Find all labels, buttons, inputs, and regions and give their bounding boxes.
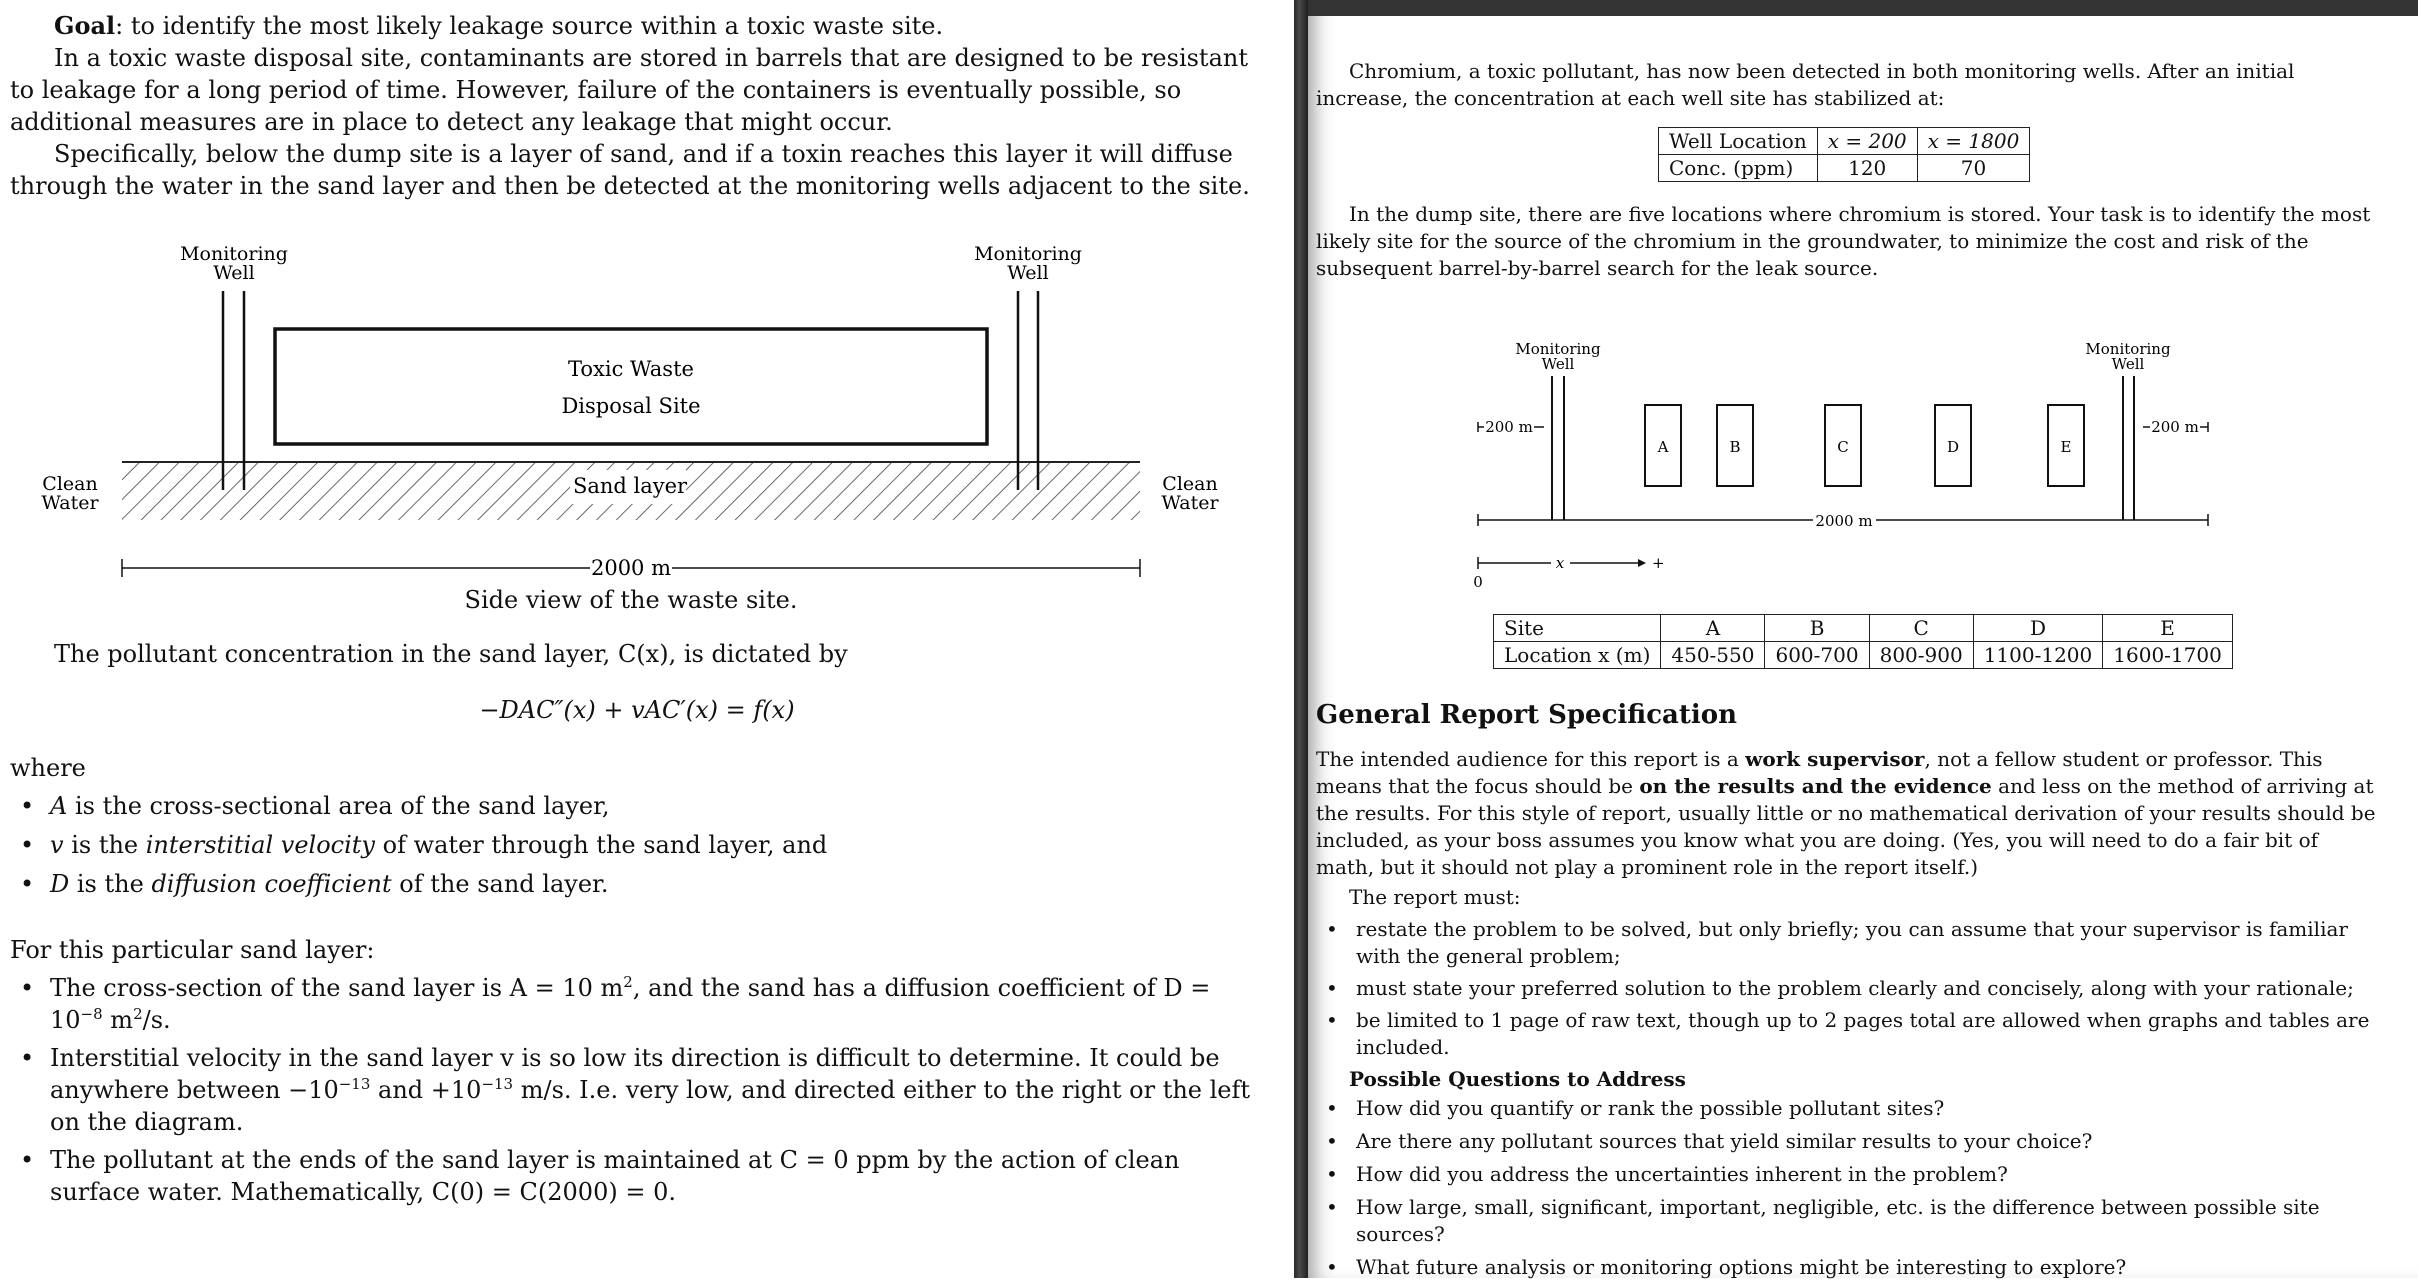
table-cell: 1600-1700 bbox=[2103, 642, 2233, 669]
variable-list bbox=[10, 790, 1252, 900]
table-row bbox=[1659, 128, 2030, 155]
report-must-text: The report must: bbox=[1349, 885, 1521, 909]
for-this-text: For this particular sand layer: bbox=[10, 936, 375, 964]
task-block bbox=[1316, 201, 2378, 282]
table-row bbox=[1659, 155, 2030, 182]
site-boxes bbox=[1645, 405, 2084, 486]
concentration-text: The pollutant concentration in the sand layer, C(x), is dictated by bbox=[54, 640, 848, 668]
left-well bbox=[1552, 376, 1564, 520]
table-cell: Location x (m) bbox=[1494, 642, 1661, 669]
table-cell: B bbox=[1765, 615, 1869, 642]
intro-paragraph: In a toxic waste disposal site, contaminants are stored in barrels that are designed to be resistant to leakage for a long period of time. However, failure of the containers is eventually possible, so additional measures are in place to detect any leakage that might occur. bbox=[10, 44, 1248, 136]
right-well-label-2: Well bbox=[2111, 355, 2145, 373]
list-item: • How large, small, significant, important, negligible, etc. is the difference between possible site sources? bbox=[1316, 1194, 2378, 1248]
page-divider[interactable] bbox=[1294, 0, 1308, 1278]
table-row bbox=[1494, 642, 2233, 669]
sand-layer-label: Sand layer bbox=[572, 474, 688, 498]
must-list bbox=[1316, 916, 2378, 1061]
goal-line bbox=[10, 10, 1252, 42]
left-well-label-2: Well bbox=[213, 262, 255, 284]
list-item: • be limited to 1 page of raw text, though up to 2 pages total are allowed when graphs and tables are included. bbox=[1316, 1007, 2378, 1061]
table-cell: 600-700 bbox=[1765, 642, 1869, 669]
goal-label: Goal bbox=[54, 11, 116, 40]
left-well bbox=[223, 291, 244, 490]
site-location-table bbox=[1493, 614, 2233, 669]
list-item: • D is the diffusion coefficient of the sand layer. bbox=[10, 868, 1252, 900]
left-intro bbox=[10, 10, 1252, 202]
side-view-diagram bbox=[0, 225, 1294, 585]
list-item: • v is the interstitial velocity of water through the sand layer, and bbox=[10, 829, 1252, 861]
clean-water-right-1: Clean bbox=[1162, 473, 1218, 495]
report-spec bbox=[1316, 698, 2378, 1281]
list-item: • How did you address the uncertainties inherent in the problem? bbox=[1316, 1161, 2378, 1188]
length-label: 2000 m bbox=[590, 556, 672, 580]
left-distance-label: 200 m bbox=[1485, 418, 1533, 436]
table-cell: 800-900 bbox=[1869, 642, 1973, 669]
list-item: • restate the problem to be solved, but only briefly; you can assume that your supervisor is familiar with the general problem; bbox=[1316, 916, 2378, 970]
table-cell: C bbox=[1869, 615, 1973, 642]
chromium-intro: Chromium, a toxic pollutant, has now been detected in both monitoring wells. After an initial increase, the concentration at each well site has stabilized at: bbox=[1316, 59, 2295, 110]
list-item: • The cross-section of the sand layer is A = 10 $m^2$, and the sand has a diffusion coefficient of $D = 10^{-8}$ $m^2/s$. bbox=[10, 972, 1252, 1036]
table-cell: 450-550 bbox=[1661, 642, 1765, 669]
site-label-line1: Toxic Waste bbox=[568, 357, 694, 381]
site-label: C bbox=[1837, 438, 1849, 456]
list-item: • The pollutant at the ends of the sand layer is maintained at C = 0 ppm by the action of clean surface water. Mathematically, C(0) = C(2000) = 0. bbox=[10, 1144, 1252, 1208]
spec-paragraph: The intended audience for this report is a work supervisor, not a fellow student or professor. This means that the focus should be on the results and the evidence and less on the method of arriving at the results. For this style of report, usually little or no mathematical derivation of your results should be included, as your boss assumes you know what you are doing. (Yes, you will need to do a fair bit of math, but it should not play a prominent role in the report itself.) bbox=[1316, 747, 2376, 879]
table-cell: 1100-1200 bbox=[1973, 642, 2103, 669]
right-well-label-1: Monitoring bbox=[974, 243, 1082, 265]
x-axis-label: x bbox=[1555, 554, 1565, 572]
right-well-label-1: Monitoring bbox=[2085, 340, 2171, 358]
goal-text: : to identify the most likely leakage source within a toxic waste site. bbox=[115, 12, 944, 40]
right-intro bbox=[1316, 58, 2378, 112]
table-cell: E bbox=[2103, 615, 2233, 642]
governing-equation: −DAC″(x) + vAC′(x) = f(x) bbox=[479, 696, 795, 724]
length-label: 2000 m bbox=[1815, 512, 1873, 530]
list-item: • How did you quantify or rank the possible pollutant sites? bbox=[1316, 1095, 2378, 1122]
right-well bbox=[1018, 291, 1038, 490]
questions-heading: Possible Questions to Address bbox=[1349, 1067, 1686, 1091]
right-well-label-2: Well bbox=[1007, 262, 1049, 284]
plus-sign: + bbox=[1652, 554, 1665, 572]
table-cell: 120 bbox=[1817, 155, 1917, 182]
list-item: • What future analysis or monitoring options might be interesting to explore? bbox=[1316, 1254, 2378, 1281]
disposal-site-box bbox=[275, 329, 987, 444]
top-view-diagram bbox=[1308, 330, 2418, 600]
property-list bbox=[10, 972, 1252, 1208]
site-label: B bbox=[1729, 438, 1741, 456]
viewer-top-bar bbox=[1308, 0, 2418, 16]
table-cell: A bbox=[1661, 615, 1765, 642]
table-row bbox=[1494, 615, 2233, 642]
site-label-line2: Disposal Site bbox=[561, 394, 701, 418]
table-cell: D bbox=[1973, 615, 2103, 642]
table-cell: x = 1800 bbox=[1917, 128, 2030, 155]
list-item: • A is the cross-sectional area of the sand layer, bbox=[10, 790, 1252, 822]
table-cell: 70 bbox=[1917, 155, 2030, 182]
table-cell: x = 200 bbox=[1817, 128, 1917, 155]
list-item: • must state your preferred solution to the problem clearly and concisely, along with your rationale; bbox=[1316, 975, 2378, 1002]
clean-water-left-1: Clean bbox=[42, 473, 98, 495]
where-text: where bbox=[10, 754, 86, 782]
clean-water-right-2: Water bbox=[1161, 492, 1219, 514]
figure-caption: Side view of the waste site. bbox=[464, 586, 798, 614]
site-label: E bbox=[2060, 438, 2072, 456]
left-body bbox=[10, 638, 1252, 1208]
site-label: D bbox=[1946, 438, 1960, 456]
left-well-label-1: Monitoring bbox=[1515, 340, 1601, 358]
right-distance-label: 200 m bbox=[2151, 418, 2199, 436]
sand-paragraph: Specifically, below the dump site is a layer of sand, and if a toxin reaches this layer it will diffuse through the water in the sand layer and then be detected at the monitoring wells adjacent to the site. bbox=[10, 140, 1250, 200]
list-item: • Interstitial velocity in the sand layer v is so low its direction is difficult to determine. It could be anywhere between $-10^{-13}$ and $+10^{-13}$ m/s. I.e. very low, and directed either to the right or the left on the diagram. bbox=[10, 1042, 1252, 1138]
clean-water-left-2: Water bbox=[41, 492, 99, 514]
zero-label: 0 bbox=[1473, 573, 1483, 591]
site-label: A bbox=[1657, 438, 1669, 456]
left-well-label-2: Well bbox=[1541, 355, 1575, 373]
right-well bbox=[2123, 376, 2134, 520]
well-conc-table bbox=[1658, 127, 2030, 182]
right-page bbox=[1308, 0, 2418, 1278]
spec-heading: General Report Specification bbox=[1316, 700, 1738, 730]
table-cell: Well Location bbox=[1659, 128, 1818, 155]
table-cell: Site bbox=[1494, 615, 1661, 642]
list-item: • Are there any pollutant sources that yield similar results to your choice? bbox=[1316, 1128, 2378, 1155]
task-text: In the dump site, there are five locations where chromium is stored. Your task is to identify the most likely site for the source of the chromium in the groundwater, to minimize the cost and risk of the subsequent barrel-by-barrel search for the leak source. bbox=[1316, 202, 2371, 280]
table-cell: Conc. (ppm) bbox=[1659, 155, 1818, 182]
left-well-label-1: Monitoring bbox=[180, 243, 288, 265]
questions-list bbox=[1316, 1095, 2378, 1281]
